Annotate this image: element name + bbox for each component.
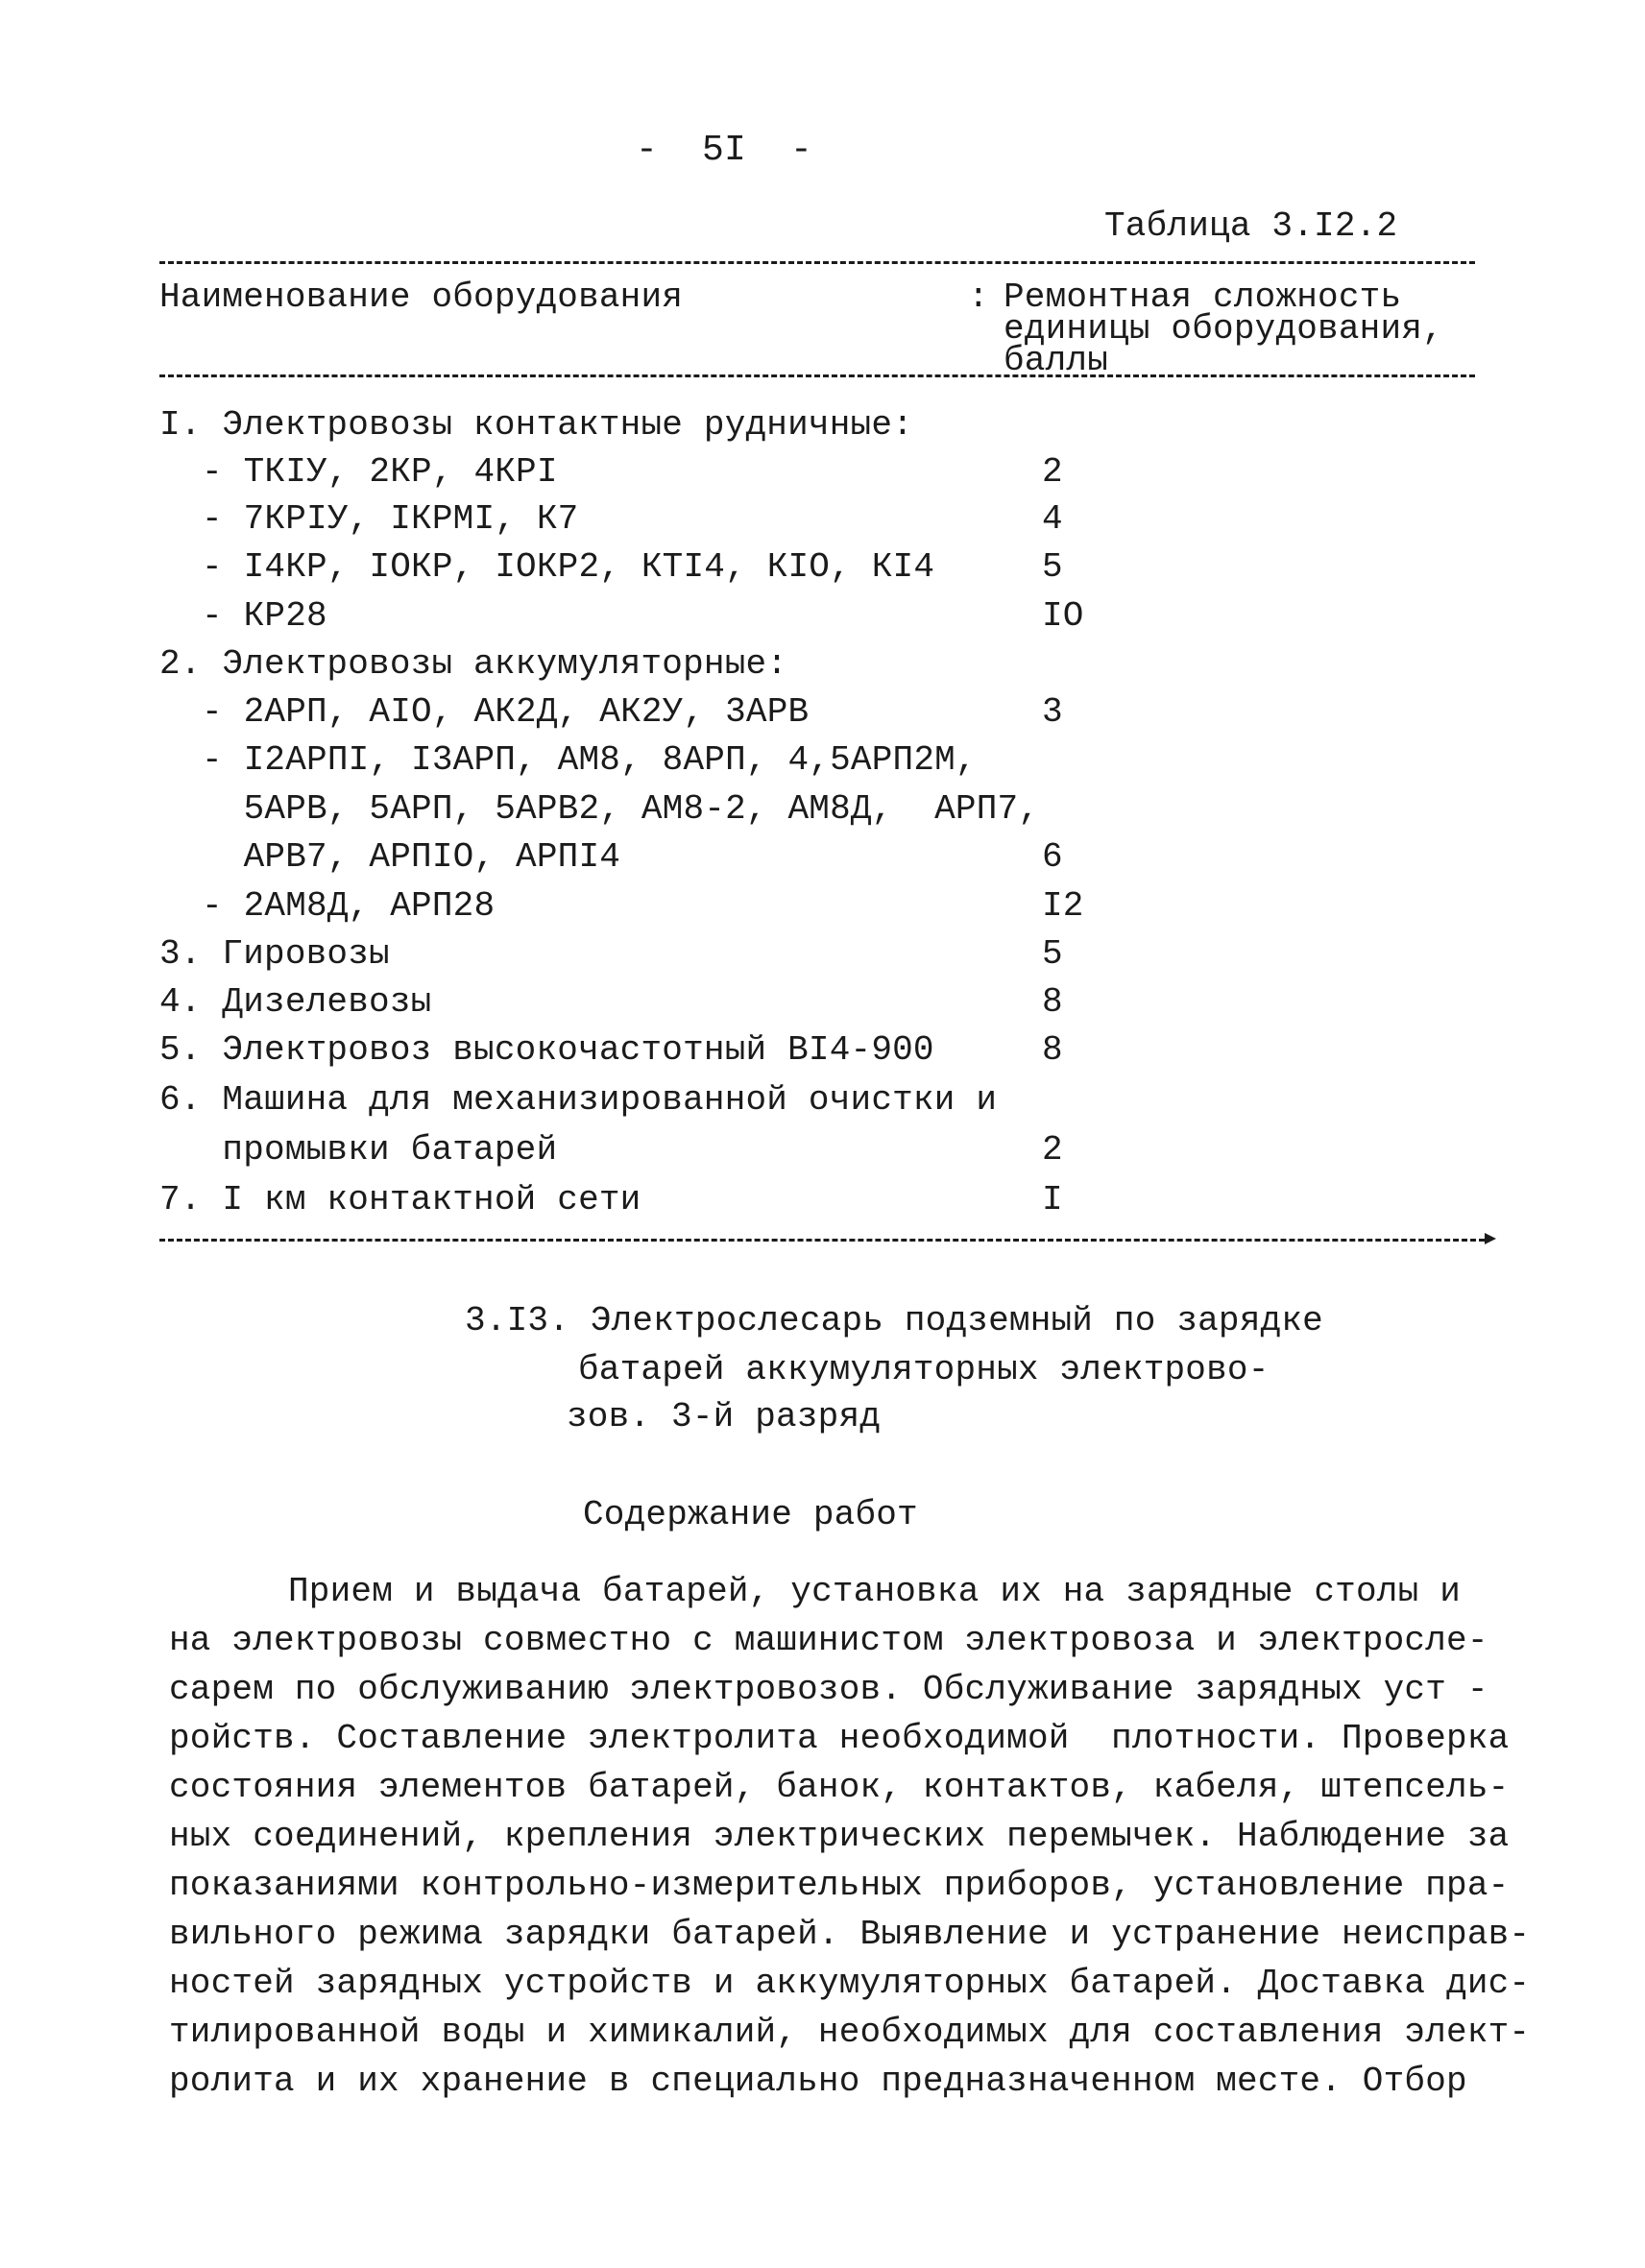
subheading: Содержание работ xyxy=(583,1495,918,1534)
row-label: - 2АМ8Д, АРП28 xyxy=(202,886,496,926)
page-number: - 5I - xyxy=(636,130,813,171)
row-value: I2 xyxy=(1042,886,1084,926)
row-label: 4. Дизелевозы xyxy=(159,982,432,1022)
row-value: 2 xyxy=(1042,1130,1063,1170)
body-line: вильного режима зарядки батарей. Выявление и устранение неисправ- xyxy=(169,1915,1531,1954)
row-label: 7. I км контактной сети xyxy=(159,1180,641,1219)
body-line: состояния элементов батарей, банок, контактов, кабеля, штепсель- xyxy=(169,1768,1510,1807)
header-value-line-1: Ремонтная сложность xyxy=(1004,277,1402,317)
section-heading-line-3: зов. 3-й разряд xyxy=(567,1397,882,1436)
header-value-line-2: единицы оборудования, xyxy=(1004,309,1443,349)
row-label: 5АРВ, 5АРП, 5АРВ2, АМ8-2, АМ8Д, АРП7, xyxy=(202,789,1040,829)
row-label: - ТКIУ, 2КР, 4КРI xyxy=(202,452,558,492)
row-value: 5 xyxy=(1042,934,1063,974)
body-line: ностей зарядных устройств и аккумуляторных батарей. Доставка дис- xyxy=(169,1964,1531,2003)
body-line: сарем по обслуживанию электровозов. Обслуживание зарядных уст - xyxy=(169,1670,1488,1709)
row-label: АРВ7, АРПIО, АРПI4 xyxy=(202,837,621,877)
row-value: 8 xyxy=(1042,982,1063,1022)
body-line: ройств. Составление электролита необходимой плотности. Проверка xyxy=(169,1719,1510,1758)
row-label: - КР28 xyxy=(202,596,327,636)
section-heading-line-1: 3.I3. Электрослесарь подземный по зарядке xyxy=(465,1301,1323,1340)
row-value: 6 xyxy=(1042,837,1063,877)
table-top-rule xyxy=(159,261,1475,264)
body-line: на электровозы совместно с машинистом электровоза и электросле- xyxy=(169,1621,1488,1660)
row-label: I. Электровозы контактные рудничные: xyxy=(159,405,913,445)
row-label: 3. Гировозы xyxy=(159,934,390,974)
row-label: 2. Электровозы аккумуляторные: xyxy=(159,644,788,684)
table-caption: Таблица 3.I2.2 xyxy=(1104,206,1398,246)
row-label: 5. Электровоз высокочастотный ВI4-900 xyxy=(159,1030,934,1070)
body-line: показаниями контрольно-измерительных приборов, установление пра- xyxy=(169,1866,1510,1905)
body-line: Прием и выдача батарей, установка их на зарядные столы и xyxy=(288,1572,1461,1611)
row-value: 5 xyxy=(1042,547,1063,587)
row-label: 6. Машина для механизированной очистки и xyxy=(159,1080,998,1120)
table-bottom-rule xyxy=(159,1239,1485,1242)
body-line: ролита и их хранение в специально предназначенном месте. Отбор xyxy=(169,2062,1467,2101)
header-colon: : xyxy=(968,277,989,317)
row-label: - I4КР, IОКР, IОКР2, КТI4, КIО, КI4 xyxy=(202,547,935,587)
row-value: I xyxy=(1042,1180,1063,1219)
row-label: - 2АРП, АIО, АК2Д, АК2У, 3АРВ xyxy=(202,692,810,732)
row-value: 8 xyxy=(1042,1030,1063,1070)
header-name-column: Наименование оборудования xyxy=(159,277,684,317)
row-value: 4 xyxy=(1042,499,1063,539)
row-label: - I2АРПI, I3АРП, АМ8, 8АРП, 4,5АРП2М, xyxy=(202,740,977,780)
body-line: ных соединений, крепления электрических перемычек. Наблюдение за xyxy=(169,1817,1510,1856)
row-label: - 7КРIУ, IКРМI, К7 xyxy=(202,499,579,539)
row-value: 3 xyxy=(1042,692,1063,732)
header-value-line-3: баллы xyxy=(1004,341,1109,380)
row-value: IО xyxy=(1042,596,1084,636)
row-value: 2 xyxy=(1042,452,1063,492)
table-header-rule xyxy=(159,374,1475,377)
row-label: промывки батарей xyxy=(159,1130,558,1170)
body-line: тилированной воды и химикалий, необходимых для составления элект- xyxy=(169,2013,1531,2052)
rule-arrow-icon xyxy=(1485,1233,1496,1244)
section-heading-line-2: батарей аккумуляторных электрово- xyxy=(578,1350,1270,1389)
